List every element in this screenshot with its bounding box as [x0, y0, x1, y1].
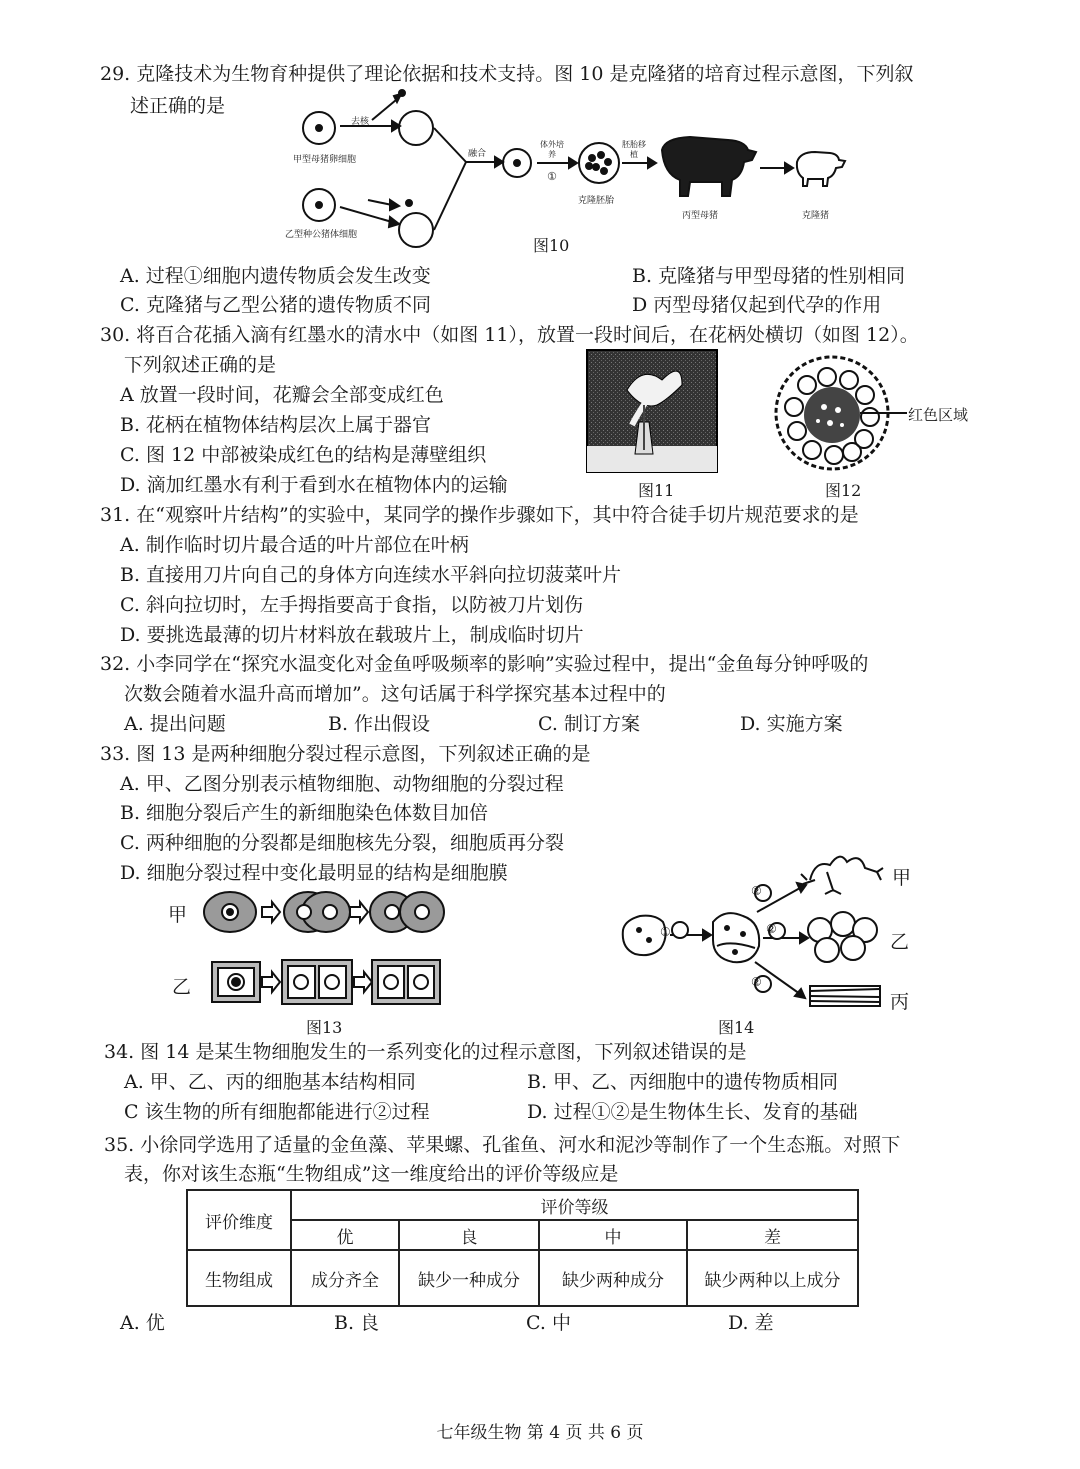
q34-option-a[interactable]: A. 甲、乙、丙的细胞基本结构相同	[124, 1071, 416, 1093]
q29-stem-line2: 述正确的是	[130, 95, 226, 117]
q34-option-b[interactable]: B. 甲、乙、丙细胞中的遗传物质相同	[527, 1071, 839, 1093]
q35-stem-line2: 表，你对该生态瓶“生物组成”这一维度给出的评价等级应是	[124, 1163, 619, 1185]
enucleated-egg	[399, 111, 433, 145]
body-cell-b-copy	[399, 213, 433, 247]
label-in-vitro-culture: 体外培养	[540, 140, 564, 159]
q31-stem: 31. 在“观察叶片结构”的实验中，某同学的操作步骤如下，其中符合徒手切片规范要求的是	[100, 504, 859, 526]
divided-cells	[713, 913, 759, 962]
label-embryo-transfer: 胚胎移植	[622, 140, 646, 159]
q32-option-b[interactable]: B. 作出假设	[328, 713, 431, 735]
row-label-biological-composition: 生物组成	[187, 1250, 291, 1306]
egg-cell-a-nucleus	[316, 125, 322, 131]
q33-option-c[interactable]: C. 两种细胞的分裂都是细胞核先分裂，细胞质再分裂	[120, 832, 564, 854]
q29-option-b[interactable]: B. 克隆猪与甲型母猪的性别相同	[632, 265, 906, 287]
label-sow-c: 丙型母猪	[682, 211, 719, 221]
q32-stem-line1: 32. 小李同学在“探究水温变化对金鱼呼吸频率的影响”实验过程中，提出“金鱼每分钟呼吸的	[100, 653, 869, 675]
header-dimension: 评价维度	[187, 1190, 291, 1250]
tissue-yi	[808, 912, 877, 962]
q35-stem-line1: 35. 小徐同学选用了适量的金鱼藻、苹果螺、孔雀鱼、河水和泥沙等制作了一个生态瓶。对照下	[104, 1134, 901, 1156]
figure-11-caption: 图11	[638, 481, 675, 500]
figure-14-step2a-label: ②	[751, 884, 762, 898]
q34-option-c[interactable]: C 该生物的所有细胞都能进行②过程	[124, 1101, 430, 1123]
label-step-1: ①	[547, 170, 557, 183]
removed-nucleus-dot	[399, 90, 405, 96]
label-remove-nucleus: 去核	[351, 117, 370, 127]
label-egg-cell-a: 甲型母猪卵细胞	[293, 155, 357, 165]
q31-option-a[interactable]: A. 制作临时切片最合适的叶片部位在叶柄	[120, 534, 469, 556]
surrogate-sow-c	[662, 137, 756, 196]
figure-13-row-yi-label: 乙	[172, 976, 192, 998]
q30-option-d[interactable]: D. 滴加红墨水有利于看到水在植物体内的运输	[120, 474, 508, 496]
label-body-cell-b: 乙型种公猪体细胞	[285, 230, 358, 240]
clone-piglet	[797, 152, 845, 186]
q33-option-a[interactable]: A. 甲、乙图分别表示植物细胞、动物细胞的分裂过程	[120, 773, 564, 795]
evaluation-table	[186, 1189, 859, 1307]
figure-11-lily-photo	[587, 350, 717, 472]
cell-missing-two: 缺少两种成分	[539, 1250, 687, 1306]
label-clone-embryo: 克隆胚胎	[578, 196, 615, 206]
figure-13-cell-division	[200, 888, 460, 998]
q33-option-d[interactable]: D. 细胞分裂过程中变化最明显的结构是细胞膜	[120, 862, 508, 884]
figure-12-caption: 图12	[825, 481, 862, 500]
figure-14-label-jia: 甲	[892, 867, 912, 889]
q30-option-b[interactable]: B. 花柄在植物体结构层次上属于器官	[120, 414, 432, 436]
figure-12-label-red-region: 红色区域	[908, 406, 969, 424]
q30-stem-line1: 30. 将百合花插入滴有红墨水的清水中（如图 11），放置一段时间后，在花柄处横切（如图 12）。	[100, 324, 919, 346]
q29-option-d[interactable]: D 丙型母猪仅起到代孕的作用	[632, 294, 882, 316]
cell-complete: 成分齐全	[291, 1250, 399, 1306]
clone-embryo	[579, 143, 619, 183]
figure-14-step2c-label: ②	[751, 975, 762, 989]
figure-13-row-jia-label: 甲	[168, 904, 188, 926]
q32-option-d[interactable]: D. 实施方案	[740, 713, 843, 735]
label-clone-pig: 克隆猪	[802, 211, 830, 221]
red-region	[804, 387, 860, 443]
q31-option-c[interactable]: C. 斜向拉切时，左手拇指要高于食指，以防被刀片划伤	[120, 594, 583, 616]
figure-12-cross-section	[772, 355, 902, 475]
page-footer: 七年级生物 第 4 页 共 6 页	[436, 1423, 644, 1443]
q31-option-b[interactable]: B. 直接用刀片向自己的身体方向连续水平斜向拉切菠菜叶片	[120, 564, 622, 586]
q32-option-a[interactable]: A. 提出问题	[124, 713, 226, 735]
figure-13-caption: 图13	[306, 1018, 343, 1037]
muscle-bing	[810, 986, 880, 1006]
q35-option-a[interactable]: A. 优	[120, 1312, 165, 1334]
level-fair: 中	[539, 1220, 687, 1250]
q32-option-c[interactable]: C. 制订方案	[538, 713, 640, 735]
q29-stem-line1: 29. 克隆技术为生物育种提供了理论依据和技术支持。图 10 是克隆猪的培育过程示意图，下列叙	[100, 63, 914, 85]
q33-option-b[interactable]: B. 细胞分裂后产生的新细胞染色体数目加倍	[120, 802, 489, 824]
q29-option-a[interactable]: A. 过程①细胞内遗传物质会发生改变	[120, 265, 431, 287]
q30-stem-line2: 下列叙述正确的是	[124, 354, 277, 376]
cell-missing-more: 缺少两种以上成分	[687, 1250, 858, 1306]
figure-10-caption: 图10	[533, 236, 570, 255]
figure-14-step1-label: ①	[660, 925, 671, 939]
figure-10-cloning-diagram	[0, 0, 1080, 270]
cell-missing-one: 缺少一种成分	[399, 1250, 539, 1306]
header-level: 评价等级	[291, 1190, 858, 1220]
level-excellent: 优	[291, 1220, 399, 1250]
figure-14-label-yi: 乙	[890, 931, 910, 953]
q33-stem: 33. 图 13 是两种细胞分裂过程示意图，下列叙述正确的是	[100, 743, 591, 765]
level-poor: 差	[687, 1220, 858, 1250]
figure-14-caption: 图14	[718, 1018, 755, 1037]
neuron-cell-jia	[801, 857, 883, 894]
q30-option-a[interactable]: A 放置一段时间，花瓣会全部变成红色	[120, 384, 444, 406]
q34-option-d[interactable]: D. 过程①②是生物体生长、发育的基础	[527, 1101, 858, 1123]
level-good: 良	[399, 1220, 539, 1250]
q35-option-b[interactable]: B. 良	[334, 1312, 380, 1334]
figure-14-step2b-label: ②	[766, 922, 777, 936]
q30-option-c[interactable]: C. 图 12 中部被染成红色的结构是薄壁组织	[120, 444, 487, 466]
label-fuse: 融合	[468, 149, 487, 159]
q32-stem-line2: 次数会随着水温升高而增加”。这句话属于科学探究基本过程中的	[124, 683, 666, 705]
figure-14-label-bing: 丙	[890, 991, 910, 1013]
q35-option-c[interactable]: C. 中	[526, 1312, 571, 1334]
q29-option-c[interactable]: C. 克隆猪与乙型公猪的遗传物质不同	[120, 294, 431, 316]
q34-stem: 34. 图 14 是某生物细胞发生的一系列变化的过程示意图，下列叙述错误的是	[104, 1041, 747, 1063]
q31-option-d[interactable]: D. 要挑选最薄的切片材料放在载玻片上，制成临时切片	[120, 624, 584, 646]
q35-option-d[interactable]: D. 差	[728, 1312, 774, 1334]
